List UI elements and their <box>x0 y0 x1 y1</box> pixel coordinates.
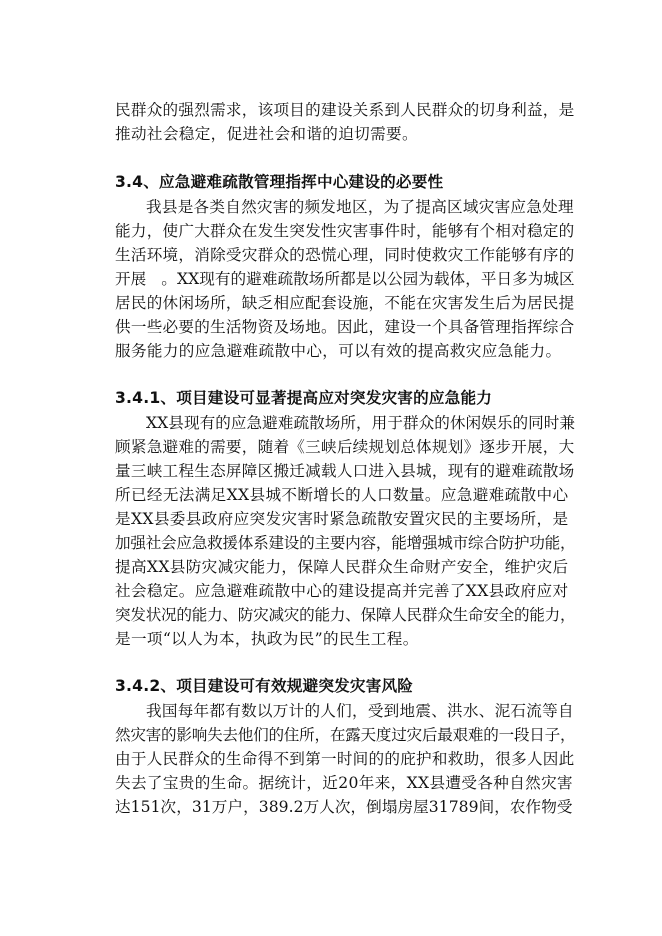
section-3-4-heading: 3.4、应急避难疏散管理指挥中心建设的必要性 <box>115 173 444 191</box>
section-3-4-1-line-2: 顾紧急避难的需要，随着《三峡后续规划总体规划》逐步开展，大 <box>115 438 575 456</box>
section-3-4-line-1: 我县是各类自然灾害的频发地区，为了提高区域灾害应急处理 <box>146 198 574 216</box>
section-3-4-2-line-2: 然灾害的影响失去他们的住所，在露天度过灾后最艰难的一段日子， <box>115 726 576 744</box>
section-3-4-line-4: 开展 。XX现有的避难疏散场所都是以公园为载体，平日多为城区 <box>115 270 575 288</box>
section-3-4-1-heading: 3.4.1、项目建设可显著提高应对突发灾害的应急能力 <box>115 389 493 407</box>
section-3-4-1-line-9: 突发状况的能力、防灾减灾的能力、保障人民群众生命安全的能力， <box>115 606 576 624</box>
section-3-4-1-line-3: 量三峡工程生态屏障区搬迁减载人口进入县城，现有的避难疏散场 <box>115 462 575 480</box>
section-3-4-2-line-5: 达151次，31万户，389.2万人次，倒塌房屋31789间，农作物受 <box>115 798 573 816</box>
section-3-4-1-line-7: 提高XX县防灾减灾能力，保障人民群众生命财产安全，维护灾后 <box>115 558 569 576</box>
section-3-4-1-line-1: XX县现有的应急避难疏散场所，用于群众的休闲娱乐的同时兼 <box>146 414 576 432</box>
section-3-4-1-line-4: 所已经无法满足XX县城不断增长的人口数量。应急避难疏散中心 <box>115 486 569 504</box>
section-3-4-line-7: 服务能力的应急避难疏散中心，可以有效的提高救灾应急能力。 <box>115 342 562 360</box>
section-3-4-2-line-4: 失去了宝贵的生命。据统计，近20年来，XX县遭受各种自然灾害 <box>115 774 573 792</box>
section-3-4-1-line-8: 社会稳定。应急避难疏散中心的建设提高并完善了XX县政府应对 <box>115 582 569 600</box>
intro-line-2: 推动社会稳定，促进社会和谐的迫切需要。 <box>115 125 418 143</box>
section-3-4-line-2: 能力，使广大群众在发生突发性灾害事件时，能够有个相对稳定的 <box>115 222 575 240</box>
section-3-4-2-heading: 3.4.2、项目建设可有效规避突发灾害风险 <box>115 677 414 695</box>
section-3-4-line-6: 供一些必要的生活物资及场地。因此，建设一个具备管理指挥综合 <box>115 318 575 336</box>
section-3-4-1-line-10: 是一项“以人为本，执政为民”的民生工程。 <box>115 630 419 648</box>
intro-line-1: 民群众的强烈需求，该项目的建设关系到人民群众的切身利益，是 <box>115 101 575 119</box>
section-3-4-line-5: 居民的休闲场所，缺乏相应配套设施，不能在灾害发生后为居民提 <box>115 294 575 312</box>
section-3-4-1-line-6: 加强社会应急救援体系建设的主要内容，能增强城市综合防护功能， <box>115 534 576 552</box>
section-3-4-2-line-1: 我国每年都有数以万计的人们，受到地震、洪水、泥石流等自 <box>146 702 574 720</box>
section-3-4-1-line-5: 是XX县委县政府应突发灾害时紧急疏散安置灾民的主要场所，是 <box>115 510 569 528</box>
section-3-4-line-3: 生活环境，消除受灾群众的恐慌心理，同时使救灾工作能够有序的 <box>115 246 575 264</box>
section-3-4-2-line-3: 由于人民群众的生命得不到第一时间的的庇护和救助，很多人因此 <box>115 750 575 768</box>
